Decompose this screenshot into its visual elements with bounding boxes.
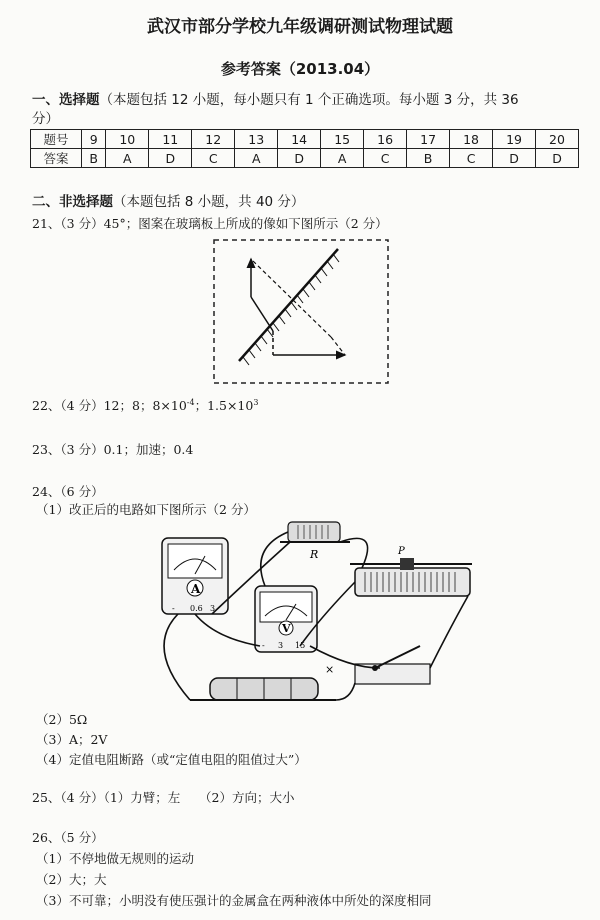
- section2-label: 二、非选择题: [32, 194, 113, 210]
- section1-desc: （本题包括 12 小题，每小题只有 1 个正确选项。每小题 3 分，共 36: [99, 92, 519, 108]
- q26-sub3: （3）不可靠；小明没有使压强计的金属盒在两种液体中所处的深度相同: [36, 893, 432, 908]
- q22-exp2: 3: [253, 397, 259, 407]
- q24-sub2: （2）5Ω: [36, 712, 88, 727]
- q-number: 14: [278, 130, 321, 149]
- voltmeter-term-neg: -: [262, 641, 265, 650]
- answer-cell: C: [450, 149, 493, 168]
- q24-heading: 24、（6 分）: [32, 484, 104, 499]
- q22-answer: [32, 396, 258, 414]
- section2-desc: （本题包括 8 小题，共 40 分）: [113, 194, 305, 210]
- q-number: 11: [149, 130, 192, 149]
- answer-cell: A: [235, 149, 278, 168]
- answer-table-number-row: [31, 130, 579, 149]
- q-number: 16: [364, 130, 407, 149]
- mirror-image-figure: [213, 239, 389, 384]
- q-number: 20: [536, 130, 579, 149]
- construction-line: [253, 261, 331, 337]
- answer-cell: B: [407, 149, 450, 168]
- q22-exp1: -4: [186, 397, 195, 407]
- mirror-line: [239, 249, 338, 361]
- answer-cell: A: [321, 149, 364, 168]
- q24-sub3: （3）A；2V: [36, 732, 108, 747]
- q22-prefix: 22、（4 分）12；8；8×10: [32, 398, 187, 413]
- answer-cell: D: [149, 149, 192, 168]
- ammeter-label: A: [191, 582, 201, 596]
- wire-cross-mark: ×: [325, 663, 335, 676]
- answer-cell: D: [493, 149, 536, 168]
- row-header-answer: 答案: [31, 149, 82, 168]
- q25-answer: 25、（4 分）（1）力臂；左 （2）方向；大小: [32, 790, 295, 805]
- construction-line-2: [331, 337, 345, 355]
- q24-sub1: （1）改正后的电路如下图所示（2 分）: [36, 502, 256, 517]
- q24-sub4: （4）定值电阻断路（或“定值电阻的阻值过大”）: [36, 752, 307, 767]
- slider-label: P: [398, 546, 405, 557]
- q-number: 19: [493, 130, 536, 149]
- q-number: 18: [450, 130, 493, 149]
- section1-label: 一、选择题: [32, 92, 100, 108]
- row-header-number: 题号: [31, 130, 82, 149]
- answer-cell: D: [536, 149, 579, 168]
- ammeter-term-06: 0.6: [190, 604, 203, 613]
- ammeter-term-3: 3: [210, 604, 216, 613]
- q26-sub2: （2）大；大: [36, 872, 107, 887]
- q26-heading: 26、（5 分）: [32, 830, 104, 845]
- voltmeter-term-15: 15: [295, 641, 306, 650]
- object-line-diag: [251, 297, 273, 331]
- answer-cell: B: [82, 149, 106, 168]
- section1-heading: [32, 88, 519, 108]
- section2-heading: [32, 190, 304, 210]
- q-number: 17: [407, 130, 450, 149]
- answer-table: [30, 129, 579, 168]
- q26-sub1: （1）不停地做无规则的运动: [36, 851, 194, 866]
- circuit-figure: [150, 518, 480, 708]
- answer-cell: D: [278, 149, 321, 168]
- mirror-hatching: [243, 254, 339, 365]
- answer-cell: A: [106, 149, 149, 168]
- q-number: 9: [82, 130, 106, 149]
- answer-cell: C: [192, 149, 235, 168]
- q-number: 13: [235, 130, 278, 149]
- answer-table-answer-row: [31, 149, 579, 168]
- q-number: 15: [321, 130, 364, 149]
- q-number: 12: [192, 130, 235, 149]
- q-number: 10: [106, 130, 149, 149]
- voltmeter-label: V: [282, 622, 291, 635]
- q22-mid: ；1.5×10: [194, 398, 254, 413]
- resistor-label: R: [310, 548, 319, 561]
- page-title: 武汉市部分学校九年级调研测试物理试题: [147, 17, 453, 37]
- page-subtitle: 参考答案（2013.04）: [220, 60, 380, 78]
- q21-answer: 21、（3 分）45°；图案在玻璃板上所成的像如下图所示（2 分）: [32, 216, 388, 231]
- ammeter-term-neg: -: [172, 604, 175, 613]
- voltmeter-term-3: 3: [278, 641, 284, 650]
- rheostat-slider: [400, 558, 414, 570]
- resistor: [288, 522, 340, 542]
- section1-desc-cont: 分）: [32, 111, 59, 127]
- q23-answer: 23、（3 分）0.1；加速；0.4: [32, 442, 194, 457]
- answer-cell: C: [364, 149, 407, 168]
